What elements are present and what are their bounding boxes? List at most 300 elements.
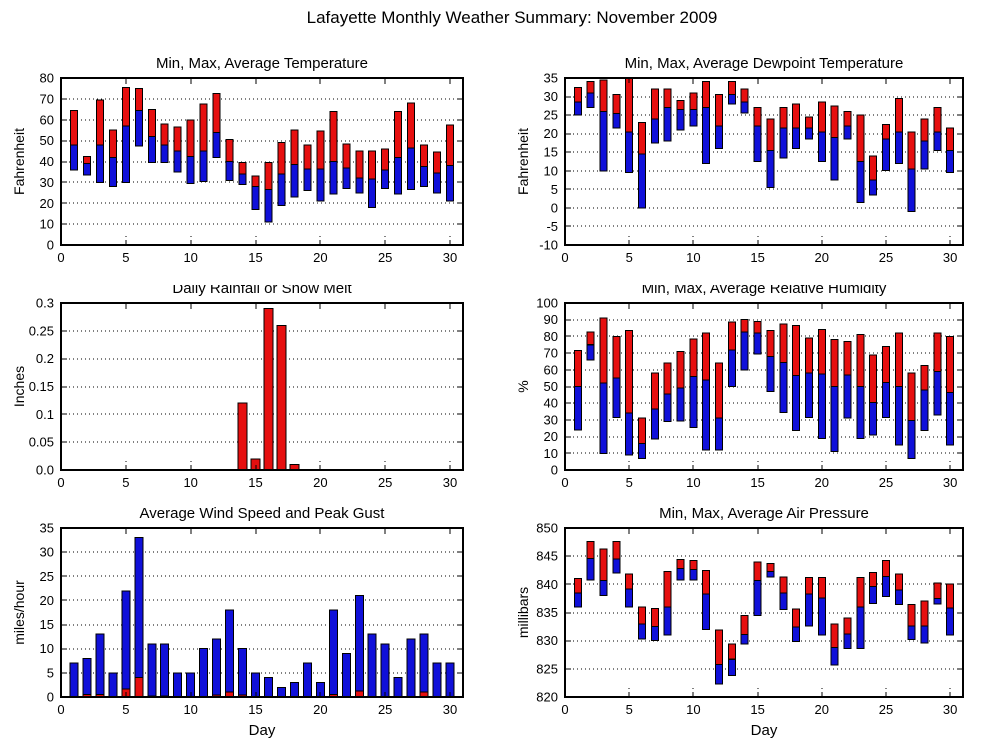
temperature-min-bar-day-22	[343, 168, 350, 189]
wind-ylabel: miles/hour	[11, 580, 27, 645]
temperature-ylabel: Fahrenheit	[11, 128, 27, 195]
pressure-max-bar-day-21	[831, 624, 838, 648]
dewpoint-max-bar-day-26	[895, 98, 902, 131]
temperature-min-bar-day-28	[421, 167, 428, 187]
temperature-min-bar-day-24	[369, 179, 376, 207]
humidity-ylabel: %	[515, 380, 531, 393]
pressure-xtick-label: 10	[686, 702, 701, 717]
wind-gust-bar-day-19	[303, 663, 311, 697]
wind-gust-bar-day-18	[290, 683, 298, 698]
pressure-min-bar-day-28	[921, 626, 928, 643]
humidity-ytick-label: 70	[543, 345, 558, 361]
temperature-max-bar-day-8	[161, 124, 168, 145]
humidity-ytick-label: 40	[543, 395, 558, 411]
dewpoint-min-bar-day-16	[767, 150, 774, 187]
humidity-min-bar-day-11	[703, 380, 710, 450]
wind-ytick-label: 5	[46, 665, 54, 681]
pressure-min-bar-day-29	[934, 598, 941, 604]
wind-ytick-label: 35	[39, 520, 54, 536]
humidity-ytick-label: 60	[543, 362, 558, 378]
humidity-max-bar-day-9	[677, 351, 684, 388]
dewpoint-min-bar-day-25	[883, 139, 890, 171]
chart-rainfall	[0, 285, 500, 505]
pressure-title: Min, Max, Average Air Pressure	[659, 505, 869, 522]
pressure-max-bar-day-19	[805, 578, 812, 594]
dewpoint-ytick-label: 10	[543, 163, 558, 179]
temperature-min-bar-day-29	[434, 173, 441, 193]
temperature-max-bar-day-18	[291, 130, 298, 164]
rainfall-xtick-label: 10	[183, 475, 198, 490]
humidity-max-bar-day-12	[716, 363, 723, 418]
temperature-ytick-label: 40	[39, 154, 54, 169]
temperature-ytick-label: 10	[39, 216, 54, 232]
rainfall-xtick-label: 30	[442, 475, 458, 490]
dewpoint-min-bar-day-4	[613, 113, 620, 128]
temperature-xtick-label: 10	[183, 250, 198, 265]
humidity-min-bar-day-9	[677, 388, 684, 421]
pressure-max-bar-day-4	[613, 542, 620, 560]
dewpoint-max-bar-day-25	[883, 124, 890, 139]
humidity-min-bar-day-1	[574, 387, 581, 430]
pressure-max-bar-day-3	[600, 549, 607, 581]
humidity-max-bar-day-16	[767, 331, 774, 357]
humidity-title: Min, Max, Average Relative Humidity	[641, 285, 887, 297]
temperature-max-bar-day-22	[343, 144, 350, 168]
dewpoint-min-bar-day-6	[639, 154, 646, 208]
dewpoint-max-bar-day-22	[844, 111, 851, 126]
temperature-max-bar-day-5	[122, 87, 129, 126]
wind-gust-bar-day-29	[433, 663, 441, 697]
wind-ytick-label: 10	[39, 641, 54, 657]
dewpoint-min-bar-day-5	[626, 132, 633, 173]
dewpoint-labels	[515, 55, 957, 265]
temperature-xtick-label: 15	[248, 250, 263, 265]
pressure-border	[565, 528, 963, 697]
humidity-ytick-label: 20	[543, 429, 558, 445]
wind-xtick-label: 20	[313, 702, 328, 717]
humidity-ytick-label: 100	[536, 295, 558, 311]
rainfall-bar-day-16	[264, 309, 273, 470]
temperature-ytick-label: 50	[39, 133, 54, 149]
temperature-max-bar-day-15	[252, 176, 259, 186]
humidity-max-bar-day-29	[934, 333, 941, 371]
pressure-max-bar-day-25	[883, 561, 890, 577]
pressure-ytick-label: 850	[536, 520, 558, 536]
pressure-min-bar-day-6	[639, 624, 646, 639]
humidity-tick-marks	[565, 303, 963, 470]
temperature-min-bar-day-27	[408, 148, 415, 190]
wind-gust-bar-day-1	[70, 663, 78, 697]
dewpoint-title: Min, Max, Average Dewpoint Temperature	[624, 55, 904, 72]
dewpoint-max-bar-day-8	[664, 89, 671, 108]
pressure-min-bar-day-7	[651, 627, 658, 641]
pressure-bars	[574, 542, 953, 685]
pressure-ytick-label: 840	[536, 576, 558, 592]
humidity-ytick-label: 90	[543, 312, 558, 328]
wind-avg-bar-day-6	[135, 678, 143, 697]
wind-gust-bar-day-22	[342, 654, 350, 698]
humidity-max-bar-day-5	[626, 331, 633, 414]
temperature-max-bar-day-16	[265, 163, 272, 190]
temperature-max-bar-day-14	[239, 163, 246, 175]
humidity-min-bar-day-24	[870, 402, 877, 435]
temperature-min-bar-day-2	[83, 164, 90, 176]
temperature-min-bar-day-14	[239, 174, 246, 184]
temperature-plot	[0, 45, 500, 285]
rainfall-ytick-label: 0.25	[28, 323, 54, 339]
pressure-xtick-label: 20	[814, 702, 830, 717]
temperature-max-bar-day-11	[200, 104, 207, 151]
dewpoint-ytick-label: 5	[550, 181, 558, 197]
dewpoint-xtick-label: 20	[814, 250, 830, 265]
pressure-plot	[500, 505, 1000, 750]
temperature-xtick-label: 20	[313, 250, 328, 265]
pressure-min-bar-day-15	[754, 580, 761, 615]
temperature-max-bar-day-29	[434, 152, 441, 173]
dewpoint-min-bar-day-17	[780, 128, 787, 158]
pressure-min-bar-day-30	[947, 608, 954, 635]
rainfall-bars	[238, 309, 299, 470]
temperature-min-bar-day-5	[122, 126, 129, 182]
temperature-xtick-label: 5	[122, 250, 130, 265]
pressure-xtick-label: 0	[561, 702, 569, 717]
humidity-max-bar-day-23	[857, 335, 864, 387]
rainfall-xtick-label: 25	[377, 475, 393, 490]
pressure-xtick-label: 5	[625, 702, 633, 717]
pressure-max-bar-day-26	[895, 574, 902, 590]
humidity-min-bar-day-19	[805, 373, 812, 417]
humidity-max-bar-day-7	[651, 373, 658, 409]
dewpoint-min-bar-day-28	[921, 141, 928, 169]
pressure-ytick-label: 830	[536, 633, 558, 649]
dewpoint-max-bar-day-18	[793, 104, 800, 128]
humidity-min-bar-day-23	[857, 387, 864, 439]
humidity-max-bar-day-2	[587, 332, 594, 345]
humidity-max-bar-day-8	[664, 363, 671, 394]
humidity-min-bar-day-2	[587, 345, 594, 360]
pressure-min-bar-day-16	[767, 571, 774, 577]
dewpoint-min-bar-day-9	[677, 110, 684, 130]
temperature-max-bar-day-10	[187, 120, 194, 157]
temperature-max-bar-day-12	[213, 94, 220, 133]
pressure-max-bar-day-20	[818, 578, 825, 598]
pressure-ytick-label: 835	[536, 605, 558, 620]
pressure-max-bar-day-17	[780, 577, 787, 593]
pressure-min-bar-day-13	[728, 659, 735, 675]
dewpoint-min-bar-day-21	[831, 137, 838, 180]
wind-gust-bar-day-5	[122, 591, 130, 697]
dewpoint-min-bar-day-18	[793, 128, 800, 148]
pressure-max-bar-day-13	[728, 644, 735, 659]
wind-gust-bar-day-24	[368, 634, 376, 697]
wind-ytick-label: 25	[39, 568, 54, 584]
pressure-min-bar-day-8	[664, 607, 671, 635]
pressure-ylabel: millibars	[515, 586, 531, 639]
pressure-min-bar-day-11	[703, 594, 710, 630]
humidity-max-bar-day-13	[728, 322, 735, 350]
dewpoint-min-bar-day-10	[690, 110, 697, 127]
pressure-max-bar-day-23	[857, 578, 864, 607]
dewpoint-min-bar-day-11	[703, 108, 710, 164]
temperature-xtick-label: 30	[442, 250, 458, 265]
humidity-xtick-label: 25	[878, 475, 894, 490]
wind-gust-bar-day-23	[355, 596, 363, 697]
humidity-xtick-label: 20	[814, 475, 830, 490]
temperature-min-bar-day-9	[174, 151, 181, 172]
pressure-min-bar-day-20	[818, 598, 825, 635]
humidity-max-bar-day-28	[921, 366, 928, 390]
dewpoint-ytick-label: 30	[543, 89, 558, 105]
humidity-min-bar-day-29	[934, 372, 941, 415]
wind-ytick-label: 20	[39, 592, 54, 608]
pressure-min-bar-day-2	[587, 558, 594, 579]
dewpoint-ytick-label: -5	[546, 218, 558, 234]
rainfall-xtick-label: 15	[248, 475, 263, 490]
dewpoint-xtick-label: 25	[878, 250, 894, 265]
dewpoint-min-bar-day-22	[844, 126, 851, 139]
pressure-max-bar-day-9	[677, 560, 684, 569]
wind-gust-bar-day-28	[420, 634, 428, 697]
dewpoint-min-bar-day-15	[754, 126, 761, 161]
temperature-max-bar-day-20	[317, 131, 324, 169]
wind-xtick-label: 25	[377, 702, 393, 717]
wind-gust-bar-day-17	[278, 687, 286, 697]
dewpoint-max-bar-day-21	[831, 106, 838, 138]
wind-gust-bar-day-7	[148, 644, 156, 697]
wind-xtick-label: 0	[57, 702, 65, 717]
humidity-max-bar-day-1	[574, 351, 581, 387]
wind-ytick-label: 0	[46, 689, 54, 705]
wind-gust-bar-day-13	[226, 610, 234, 697]
humidity-max-bar-day-27	[908, 373, 915, 421]
dewpoint-max-bar-day-20	[818, 102, 825, 132]
humidity-min-bar-day-17	[780, 362, 787, 412]
humidity-min-bar-day-30	[947, 392, 954, 445]
wind-plot	[0, 505, 500, 750]
temperature-min-bar-day-15	[252, 187, 259, 210]
humidity-border	[565, 303, 963, 470]
humidity-max-bar-day-14	[741, 320, 748, 333]
temperature-max-bar-day-1	[71, 110, 78, 144]
temperature-max-bar-day-9	[174, 127, 181, 151]
wind-ytick-label: 30	[39, 544, 54, 560]
pressure-min-bar-day-9	[677, 569, 684, 580]
humidity-max-bar-day-19	[805, 338, 812, 373]
temperature-ytick-label: 60	[39, 112, 54, 128]
humidity-xtick-label: 10	[686, 475, 701, 490]
pressure-min-bar-day-24	[870, 587, 877, 604]
temperature-min-bar-day-19	[304, 169, 311, 191]
temperature-ytick-label: 0	[46, 237, 54, 253]
dewpoint-max-bar-day-15	[754, 108, 761, 127]
pressure-min-bar-day-14	[741, 635, 748, 645]
wind-ytick-label: 15	[39, 617, 54, 633]
pressure-min-bar-day-19	[805, 594, 812, 626]
dewpoint-max-bar-day-28	[921, 119, 928, 141]
dewpoint-min-bar-day-1	[574, 102, 581, 115]
pressure-min-bar-day-22	[844, 634, 851, 649]
temperature-min-bar-day-25	[382, 170, 389, 189]
temperature-min-bar-day-4	[109, 157, 116, 186]
chart-pressure	[500, 505, 1000, 750]
temperature-xtick-label: 25	[377, 250, 393, 265]
temperature-min-bar-day-13	[226, 162, 233, 181]
chart-humidity	[500, 285, 1000, 505]
pressure-max-bar-day-6	[639, 607, 646, 624]
pressure-min-bar-day-27	[908, 626, 915, 640]
temperature-max-bar-day-4	[109, 130, 116, 157]
pressure-max-bar-day-29	[934, 583, 941, 598]
dewpoint-min-bar-day-8	[664, 108, 671, 141]
dewpoint-xtick-label: 5	[625, 250, 633, 265]
temperature-min-bar-day-26	[395, 157, 402, 194]
humidity-xtick-label: 30	[942, 475, 958, 490]
pressure-gridlines	[565, 529, 963, 696]
dewpoint-ytick-label: 25	[543, 107, 558, 123]
pressure-max-bar-day-1	[574, 579, 581, 593]
rainfall-ytick-label: 0.1	[35, 406, 54, 422]
temperature-title: Min, Max, Average Temperature	[155, 55, 369, 72]
humidity-min-bar-day-28	[921, 390, 928, 431]
temperature-max-bar-day-30	[447, 125, 454, 166]
humidity-max-bar-day-17	[780, 324, 787, 362]
wind-xtick-label: 5	[122, 702, 130, 717]
dewpoint-max-bar-day-10	[690, 93, 697, 110]
dewpoint-min-bar-day-7	[651, 119, 658, 143]
humidity-max-bar-day-24	[870, 355, 877, 403]
wind-title: Average Wind Speed and Peak Gust	[139, 505, 385, 522]
humidity-max-bar-day-30	[947, 336, 954, 392]
humidity-min-bar-day-15	[754, 333, 761, 354]
dewpoint-bars	[574, 78, 953, 212]
pressure-min-bar-day-4	[613, 559, 620, 573]
wind-gust-bar-day-3	[96, 634, 104, 697]
dewpoint-ytick-label: 35	[543, 70, 558, 86]
temperature-max-bar-day-24	[369, 151, 376, 179]
rainfall-plot	[0, 285, 500, 505]
humidity-max-bar-day-10	[690, 339, 697, 377]
humidity-max-bar-day-6	[639, 418, 646, 443]
temperature-min-bar-day-30	[447, 166, 454, 202]
pressure-min-bar-day-18	[793, 627, 800, 642]
wind-labels	[11, 505, 457, 739]
pressure-max-bar-day-2	[587, 542, 594, 559]
humidity-max-bar-day-4	[613, 336, 620, 378]
pressure-max-bar-day-22	[844, 618, 851, 634]
dewpoint-max-bar-day-13	[728, 82, 735, 95]
humidity-min-bar-day-20	[818, 374, 825, 438]
temperature-max-bar-day-27	[408, 103, 415, 148]
humidity-max-bar-day-25	[883, 346, 890, 382]
dewpoint-max-bar-day-12	[716, 95, 723, 127]
wind-gust-bar-day-2	[83, 658, 91, 697]
wind-xtick-label: 30	[442, 702, 458, 717]
humidity-xtick-label: 15	[750, 475, 765, 490]
humidity-max-bar-day-20	[818, 330, 825, 374]
humidity-min-bar-day-6	[639, 443, 646, 458]
humidity-min-bar-day-10	[690, 377, 697, 428]
wind-gust-bar-day-25	[381, 644, 389, 697]
humidity-min-bar-day-5	[626, 413, 633, 455]
dewpoint-max-bar-day-3	[600, 80, 607, 112]
humidity-min-bar-day-18	[793, 376, 800, 431]
humidity-max-bar-day-18	[793, 326, 800, 376]
pressure-max-bar-day-30	[947, 584, 954, 608]
dewpoint-max-bar-day-6	[639, 123, 646, 155]
dewpoint-min-bar-day-30	[947, 150, 954, 172]
temperature-ytick-label: 70	[39, 91, 54, 107]
humidity-min-bar-day-16	[767, 356, 774, 391]
pressure-min-bar-day-3	[600, 580, 607, 595]
dewpoint-min-bar-day-20	[818, 132, 825, 162]
dewpoint-min-bar-day-26	[895, 132, 902, 164]
rainfall-ytick-label: 0.2	[35, 351, 54, 367]
dewpoint-max-bar-day-5	[626, 78, 633, 132]
temperature-max-bar-day-13	[226, 140, 233, 162]
temperature-ytick-label: 30	[39, 174, 54, 190]
humidity-max-bar-day-22	[844, 341, 851, 374]
dewpoint-max-bar-day-14	[741, 89, 748, 102]
humidity-min-bar-day-25	[883, 382, 890, 417]
dewpoint-min-bar-day-14	[741, 102, 748, 113]
dewpoint-max-bar-day-7	[651, 89, 658, 119]
humidity-ytick-label: 50	[543, 379, 558, 394]
humidity-xtick-label: 5	[625, 475, 633, 490]
dewpoint-plot	[500, 45, 1000, 285]
dewpoint-min-bar-day-12	[716, 126, 723, 148]
dewpoint-min-bar-day-2	[587, 93, 594, 108]
temperature-gridlines	[61, 79, 463, 244]
pressure-xtick-label: 30	[942, 702, 958, 717]
temperature-max-bar-day-28	[421, 145, 428, 167]
humidity-min-bar-day-13	[728, 350, 735, 387]
humidity-max-bar-day-15	[754, 321, 761, 333]
dewpoint-ylabel: Fahrenheit	[515, 128, 531, 195]
dewpoint-ytick-label: 0	[550, 200, 558, 216]
dewpoint-min-bar-day-13	[728, 95, 735, 104]
wind-xlabel: Day	[248, 722, 276, 739]
rainfall-ytick-label: 0.3	[35, 295, 54, 311]
temperature-min-bar-day-7	[148, 136, 155, 162]
rainfall-ytick-label: 0.15	[28, 379, 54, 394]
humidity-min-bar-day-26	[895, 387, 902, 445]
pressure-max-bar-day-24	[870, 573, 877, 587]
wind-gust-bar-day-16	[265, 678, 273, 697]
pressure-xtick-label: 15	[750, 702, 765, 717]
wind-xtick-label: 10	[183, 702, 198, 717]
temperature-max-bar-day-21	[330, 111, 337, 161]
dewpoint-max-bar-day-2	[587, 82, 594, 93]
temperature-min-bar-day-1	[71, 145, 78, 170]
humidity-min-bar-day-27	[908, 421, 915, 459]
temperature-max-bar-day-7	[148, 109, 155, 136]
temperature-min-bar-day-10	[187, 156, 194, 183]
dewpoint-max-bar-day-27	[908, 132, 915, 169]
dewpoint-xtick-label: 0	[561, 250, 569, 265]
temperature-max-bar-day-23	[356, 151, 363, 178]
pressure-max-bar-day-14	[741, 615, 748, 634]
temperature-max-bar-day-6	[135, 88, 142, 110]
temperature-xtick-label: 0	[57, 250, 65, 265]
wind-xtick-label: 15	[248, 702, 263, 717]
dewpoint-max-bar-day-19	[805, 117, 812, 128]
dewpoint-max-bar-day-29	[934, 108, 941, 132]
humidity-gridlines	[565, 304, 963, 469]
rainfall-bar-day-14	[238, 403, 247, 470]
humidity-ytick-label: 0	[550, 462, 558, 478]
humidity-xtick-label: 0	[561, 475, 569, 490]
temperature-min-bar-day-6	[135, 110, 142, 145]
